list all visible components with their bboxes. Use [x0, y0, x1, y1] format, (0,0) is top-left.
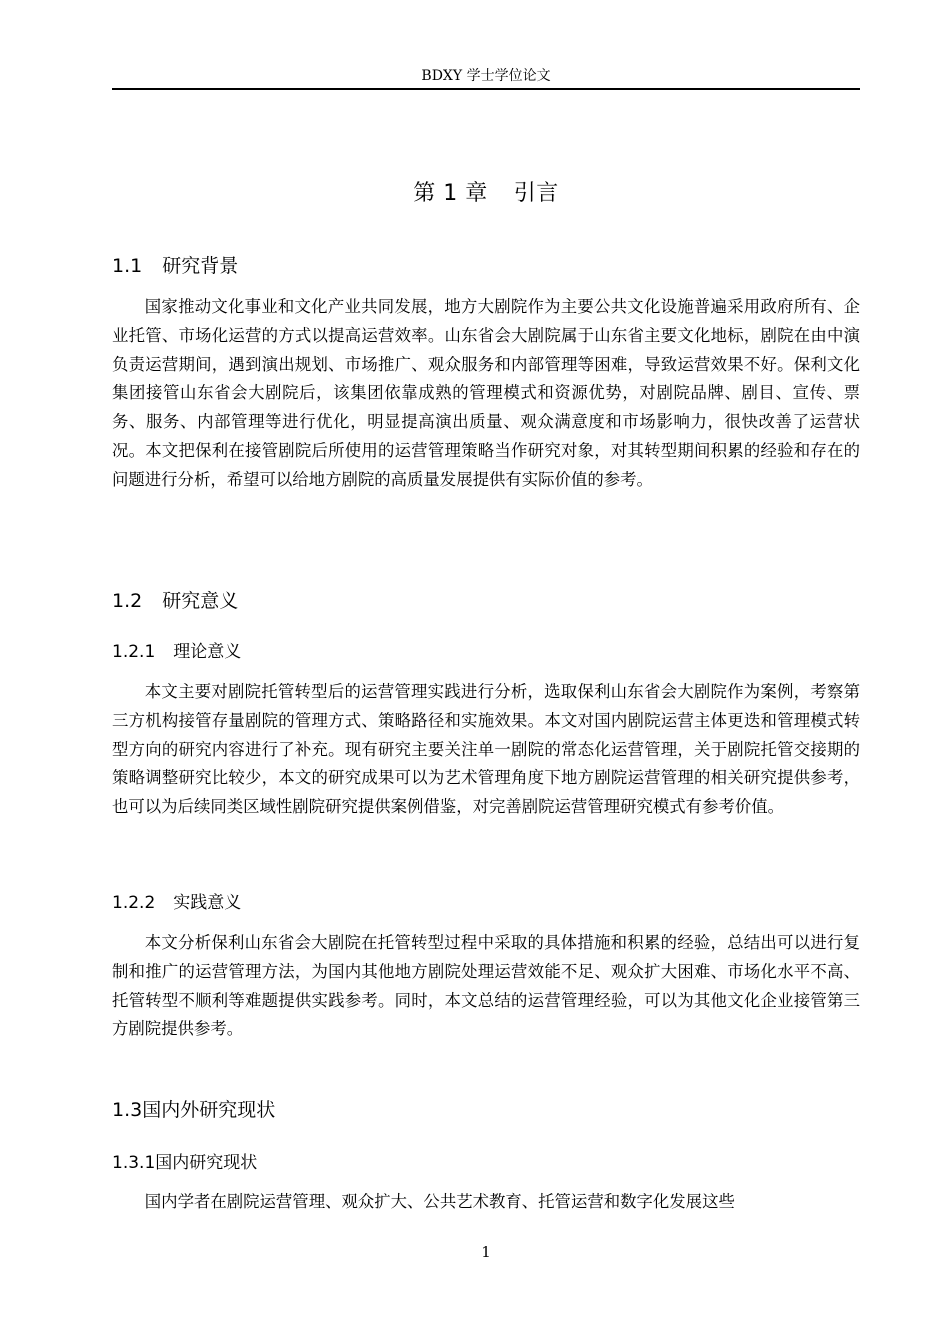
section-number: 1.1	[112, 255, 143, 277]
section-number: 1.3	[112, 1099, 143, 1121]
paragraph-practical-significance: 本文分析保利山东省会大剧院在托管转型过程中采取的具体措施和积累的经验，总结出可以进行复制和推广的运营管理方法，为国内其他地方剧院处理运营效能不足、观众扩大困难、市场化水平不高、托管转型不顺利等难题提供实践参考。同时，本文总结的运营管理经验，可以为其他文化企业接管第三方剧院提供参考。	[112, 933, 860, 1039]
subsection-number: 1.2.1	[112, 642, 156, 662]
paragraph-research-background: 国家推动文化事业和文化产业共同发展，地方大剧院作为主要公共文化设施普遍采用政府所有、企业托管、市场化运营的方式以提高运营效率。山东省会大剧院属于山东省主要文化地标，剧院在由中演负责运营期间，遇到演出规划、市场推广、观众服务和内部管理等困难，导致运营效果不好。保利文化集团接管山东省会大剧院后，该集团依靠成熟的管理模式和资源优势，对剧院品牌、剧目、宣传、票务、服务、内部管理等进行优化，明显提高演出质量、观众满意度和市场影响力，很快改善了运营状况。本文把保利在接管剧院后所使用的运营管理策略当作研究对象，对其转型期间积累的经验和存在的问题进行分析，希望可以给地方剧院的高质量发展提供有实际价值的参考。	[112, 297, 860, 489]
section-title: 国内外研究现状	[142, 1099, 276, 1121]
section-title: 研究背景	[162, 255, 239, 277]
chapter-number: 第 1 章	[413, 181, 488, 206]
subsection-title: 国内研究现状	[155, 1153, 258, 1173]
chapter-name: 引言	[513, 181, 559, 206]
subsection-number: 1.3.1	[112, 1153, 156, 1173]
subsection-heading-1-2-1	[112, 638, 860, 666]
section-heading-1-3	[112, 1095, 860, 1125]
section-title: 研究意义	[162, 590, 239, 612]
subsection-title: 实践意义	[173, 893, 242, 913]
section-heading-1-1	[112, 251, 860, 281]
subsection-heading-1-2-2	[112, 889, 860, 917]
page-number: 1	[481, 1243, 491, 1261]
page-header: BDXY 学士学位论文	[421, 68, 551, 84]
paragraph-domestic-research: 国内学者在剧院运营管理、观众扩大、公共艺术教育、托管运营和数字化发展这些	[144, 1192, 735, 1211]
subsection-number: 1.2.2	[112, 893, 156, 913]
chapter-title	[112, 176, 860, 212]
section-number: 1.2	[112, 590, 143, 612]
header-divider	[112, 88, 860, 90]
subsection-title: 理论意义	[173, 642, 242, 662]
section-heading-1-2	[112, 586, 860, 616]
paragraph-theoretical-significance: 本文主要对剧院托管转型后的运营管理实践进行分析，选取保利山东省会大剧院作为案例，考察第三方机构接管存量剧院的管理方式、策略路径和实施效果。本文对国内剧院运营主体更迭和管理模式转型方向的研究内容进行了补充。现有研究主要关注单一剧院的常态化运营管理，关于剧院托管交接期的策略调整研究比较少，本文的研究成果可以为艺术管理角度下地方剧院运营管理的相关研究提供参考，也可以为后续同类区域性剧院研究提供案例借鉴，对完善剧院运营管理研究模式有参考价值。	[112, 682, 860, 817]
subsection-heading-1-3-1	[112, 1149, 860, 1177]
